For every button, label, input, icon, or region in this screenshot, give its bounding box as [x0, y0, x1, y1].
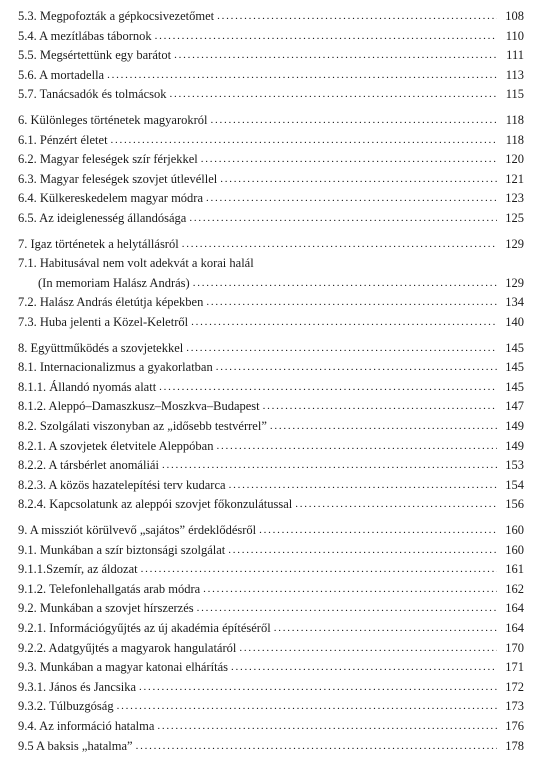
toc-entry-title: 5.4. A mezítlábas tábornok — [18, 28, 152, 43]
toc-chapter — [18, 520, 524, 538]
toc-entry — [18, 169, 524, 187]
toc-entry — [18, 455, 524, 473]
dot-leader — [174, 48, 497, 63]
dot-leader — [201, 152, 497, 167]
toc-entry-page: 149 — [505, 419, 524, 433]
dot-leader — [193, 276, 497, 291]
toc-entry-title: 5.3. Megpofozták a gépkocsivezetőmet — [18, 9, 215, 23]
toc-entry — [18, 416, 524, 434]
toc-entry — [18, 494, 524, 512]
toc-entry-title: 9.2.2. Adatgyűjtés a magyarok hangulatáról — [18, 640, 237, 655]
dot-leader — [206, 191, 497, 206]
dot-leader — [239, 641, 497, 656]
toc-entry-page: 140 — [505, 315, 524, 329]
toc-entry-title: 9.3. Munkában a magyar katonai elhárítás — [18, 660, 228, 675]
toc-entry-title: 9.2. Munkában a szovjet hírszerzés — [18, 601, 194, 616]
dot-leader — [155, 29, 497, 44]
toc-entry — [18, 598, 524, 616]
dot-leader — [216, 360, 497, 375]
toc-entry — [18, 292, 524, 310]
dot-leader — [139, 680, 497, 695]
toc-entry — [18, 149, 524, 167]
toc-entry-page: 123 — [505, 191, 524, 206]
toc-entry-title: 9.5 A baksis „hatalma” — [18, 738, 133, 753]
dot-leader — [259, 523, 497, 538]
dot-leader — [191, 315, 497, 330]
toc-entry — [18, 657, 524, 675]
toc-entry-title: 9.2.1. Információgyűjtés az új akadémia építéséről — [18, 621, 271, 635]
toc-entry-page: 147 — [505, 399, 524, 414]
toc-entry-page: 121 — [505, 171, 524, 186]
toc-entry — [18, 253, 524, 271]
toc-entry — [18, 65, 524, 83]
toc-entry-page: 156 — [505, 497, 524, 512]
toc-entry-page: 120 — [505, 152, 524, 167]
toc-entry — [18, 475, 524, 493]
toc-entry — [18, 396, 524, 414]
toc-entry — [18, 716, 524, 734]
toc-entry-page: 145 — [505, 340, 524, 355]
toc-entry-title: 8.1.2. Aleppó–Damaszkusz–Moszkva–Budapest — [18, 399, 260, 414]
dot-leader — [231, 660, 497, 675]
dot-leader — [141, 562, 497, 577]
toc-entry-page: 170 — [505, 640, 524, 655]
toc-entry-title: 6.4. Külkereskedelem magyar módra — [18, 191, 204, 206]
dot-leader — [220, 172, 497, 187]
toc-entry-title: 6.5. Az ideiglenesség állandósága — [18, 211, 187, 225]
dot-leader — [257, 256, 521, 271]
toc-entry — [18, 696, 524, 714]
dot-leader — [189, 211, 497, 226]
dot-leader — [107, 68, 497, 83]
toc-entry — [18, 130, 524, 148]
toc-entry — [18, 45, 524, 63]
dot-leader — [216, 439, 497, 454]
dot-leader — [229, 478, 497, 493]
dot-leader — [295, 497, 497, 512]
toc-entry-page: 164 — [505, 621, 524, 635]
toc-entry-page: 172 — [505, 679, 524, 694]
toc-entry-page: 145 — [505, 360, 524, 375]
toc-entry — [18, 559, 524, 577]
toc-entry-page: 176 — [505, 719, 524, 733]
toc-entry — [18, 436, 524, 454]
toc-entry-title: 6.2. Magyar feleségek szír férjekkel — [18, 152, 198, 167]
toc-chapter — [18, 234, 524, 252]
toc-entry-page: 111 — [506, 48, 524, 63]
dot-leader — [162, 458, 497, 473]
dot-leader — [206, 295, 497, 310]
dot-leader — [203, 582, 497, 597]
toc-entry-title: (In memoriam Halász András) — [38, 275, 190, 290]
toc-entry-page: 160 — [505, 523, 524, 537]
toc-entry-title: 8.2. Szolgálati viszonyban az „idősebb testvérrel” — [18, 419, 267, 433]
toc-entry-title: 8.1. Internacionalizmus a gyakorlatban — [18, 360, 213, 375]
dot-leader — [136, 739, 497, 754]
toc-entry — [18, 618, 524, 636]
dot-leader — [157, 719, 497, 734]
toc-entry — [18, 579, 524, 597]
dot-leader — [159, 380, 497, 395]
toc-entry — [18, 638, 524, 656]
toc-entry — [18, 26, 524, 44]
toc-entry-page: 129 — [505, 236, 524, 251]
toc-entry-page: 160 — [505, 542, 524, 557]
toc-entry — [18, 677, 524, 695]
toc-entry-title: 6. Különleges történetek magyarokról — [18, 113, 208, 127]
toc-entry-page: 173 — [505, 699, 524, 714]
toc-entry-page: 113 — [505, 67, 524, 82]
toc-entry-title: 7.1. Habitusával nem volt adekvát a korai halál — [18, 256, 254, 271]
toc-chapter — [18, 110, 524, 128]
toc-entry-page: 164 — [505, 601, 524, 616]
toc-entry-page: 149 — [505, 438, 524, 453]
dot-leader — [270, 419, 497, 434]
toc-entry-page: 153 — [505, 458, 524, 473]
toc-entry-title: 9.1.1.Szemír, az áldozat — [18, 562, 138, 577]
toc-entry-page: 115 — [505, 87, 524, 102]
toc-entry-title: 8.2.3. A közös hazatelepítési terv kudarca — [18, 477, 226, 492]
toc-entry-page: 162 — [505, 581, 524, 596]
toc-entry-title: 8. Együttműködés a szovjetekkel — [18, 340, 184, 355]
toc-entry-title: 9. A missziót körülvevő „sajátos” érdeklődésről — [18, 523, 257, 537]
toc-entry-title: 8.2.2. A társbérlet anomáliái — [18, 458, 159, 473]
toc-entry-page: 118 — [505, 132, 524, 147]
toc-entry-page: 118 — [505, 113, 524, 127]
toc-entry-title: 7. Igaz történetek a helytállásról — [18, 236, 179, 251]
toc-entry — [18, 188, 524, 206]
toc-entry-title: 7.2. Halász András életútja képekben — [18, 295, 204, 310]
toc-entry-page: 108 — [505, 9, 524, 23]
toc-entry-title: 9.1.2. Telefonlehallgatás arab módra — [18, 581, 201, 596]
toc-entry-title: 5.7. Tanácsadók és tolmácsok — [18, 87, 167, 102]
toc-entry-continuation — [18, 273, 524, 291]
toc-entry-page: 171 — [505, 660, 524, 675]
toc-entry-title: 5.6. A mortadella — [18, 67, 105, 82]
toc-entry-title: 6.1. Pénzért életet — [18, 132, 108, 147]
toc-entry-title: 9.3.2. Túlbuzgóság — [18, 699, 114, 714]
toc-entry-title: 8.2.1. A szovjetek életvitele Aleppóban — [18, 438, 214, 453]
toc-entry-title: 5.5. Megsértettünk egy barátot — [18, 48, 172, 63]
toc-entry — [18, 84, 524, 102]
toc-entry — [18, 540, 524, 558]
toc-entry — [18, 6, 524, 24]
toc-entry-title: 7.3. Huba jelenti a Közel-Keletről — [18, 315, 189, 329]
toc-entry-title: 9.4. Az információ hatalma — [18, 719, 155, 733]
toc-entry-title: 6.3. Magyar feleségek szovjet útlevéllel — [18, 171, 218, 186]
toc-entry-title: 9.3.1. János és Jancsika — [18, 679, 137, 694]
dot-leader — [197, 601, 497, 616]
toc-entry-page: 134 — [505, 295, 524, 310]
toc-entry-page: 129 — [505, 275, 524, 290]
dot-leader — [186, 341, 497, 356]
toc-entry-page: 145 — [505, 379, 524, 394]
toc-entry — [18, 377, 524, 395]
dot-leader — [182, 237, 497, 252]
toc-entry-page: 161 — [505, 562, 524, 577]
dot-leader — [274, 621, 497, 636]
toc-entry-title: 8.2.4. Kapcsolatunk az aleppói szovjet főkonzulátussal — [18, 497, 293, 512]
dot-leader — [263, 399, 497, 414]
dot-leader — [217, 9, 497, 24]
toc-entry-page: 178 — [505, 738, 524, 753]
dot-leader — [170, 87, 497, 102]
toc-entry-page: 110 — [505, 28, 524, 43]
dot-leader — [228, 543, 497, 558]
dot-leader — [211, 113, 497, 128]
toc-entry-page: 125 — [505, 211, 524, 225]
toc-chapter — [18, 338, 524, 356]
dot-leader — [117, 699, 497, 714]
toc-entry — [18, 208, 524, 226]
dot-leader — [111, 133, 497, 148]
toc-entry — [18, 312, 524, 330]
toc-entry — [18, 357, 524, 375]
toc-entry — [18, 736, 524, 754]
toc-entry-title: 9.1. Munkában a szír biztonsági szolgálat — [18, 542, 226, 557]
toc-entry-title: 8.1.1. Állandó nyomás alatt — [18, 379, 157, 394]
toc-entry-page: 154 — [505, 477, 524, 492]
